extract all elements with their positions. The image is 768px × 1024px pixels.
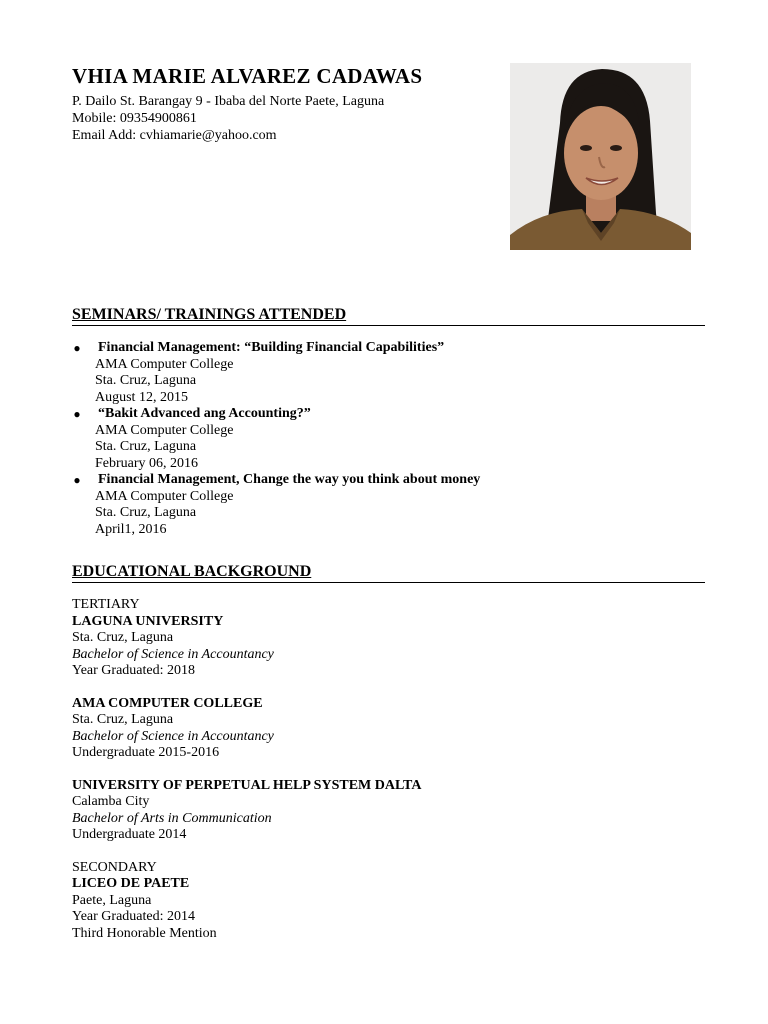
address-line: P. Dailo St. Barangay 9 - Ibaba del Norte Paete, Laguna [72,94,385,109]
school-place: Sta. Cruz, Laguna [72,712,174,727]
profile-photo [510,63,691,250]
school-place: Paete, Laguna [72,892,152,908]
seminar-item [72,406,712,472]
seminar-date: August 12, 2015 [95,389,188,405]
email-line: Email Add: cvhiamarie@yahoo.com [72,128,277,143]
bullet-icon: ● [73,473,81,487]
bullet-icon: ● [73,341,81,355]
school-status: Undergraduate 2014 [72,827,187,842]
mobile-line: Mobile: 09354900861 [72,111,197,126]
seminar-date: February 06, 2016 [95,455,199,471]
secondary-label: SECONDARY [72,859,157,875]
school-name: UNIVERSITY OF PERPETUAL HELP SYSTEM DALTA [72,777,422,793]
school-name: LICEO DE PAETE [72,876,190,891]
school-status: Year Graduated: 2014 [72,909,195,924]
tertiary-label: TERTIARY [72,597,140,612]
seminar-place: Sta. Cruz, Laguna [95,505,197,520]
seminar-school: AMA Computer College [95,488,234,504]
school-degree: Bachelor of Arts in Communication [72,810,272,826]
seminars-list [72,340,712,538]
seminar-title: Financial Management, Change the way you think about money [98,472,481,487]
school-name: LAGUNA UNIVERSITY [72,613,224,629]
seminar-school: AMA Computer College [95,356,234,372]
seminar-item [72,472,712,538]
school-place: Sta. Cruz, Laguna [72,630,174,645]
school-status: Undergraduate 2015-2016 [72,745,220,760]
seminars-heading [72,306,705,326]
seminars-heading-text: SEMINARS/ TRAININGS ATTENDED [72,306,347,323]
school-degree: Bachelor of Science in Accountancy [72,728,274,744]
school-honor: Third Honorable Mention [72,925,217,941]
seminar-title: “Bakit Advanced ang Accounting?” [98,406,311,421]
contact-block [72,93,384,144]
seminar-title: Financial Management: “Building Financial Capabilities” [98,340,445,355]
school-status: Year Graduated: 2018 [72,663,195,678]
school-entry [72,614,712,680]
seminar-place: Sta. Cruz, Laguna [95,439,197,454]
school-entry [72,876,712,942]
applicant-name: VHIA MARIE ALVAREZ CADAWAS [72,64,423,88]
education-heading-text: EDUCATIONAL BACKGROUND [72,563,312,580]
school-entry [72,696,712,762]
education-list [72,597,712,942]
school-name: AMA COMPUTER COLLEGE [72,695,263,711]
seminar-place: Sta. Cruz, Laguna [95,373,197,388]
bullet-icon: ● [73,407,81,421]
seminar-item [72,340,712,406]
seminar-date: April1, 2016 [95,521,167,537]
education-heading [72,563,705,583]
school-place: Calamba City [72,794,150,809]
school-degree: Bachelor of Science in Accountancy [72,646,274,662]
seminar-school: AMA Computer College [95,422,234,438]
school-entry [72,778,712,844]
